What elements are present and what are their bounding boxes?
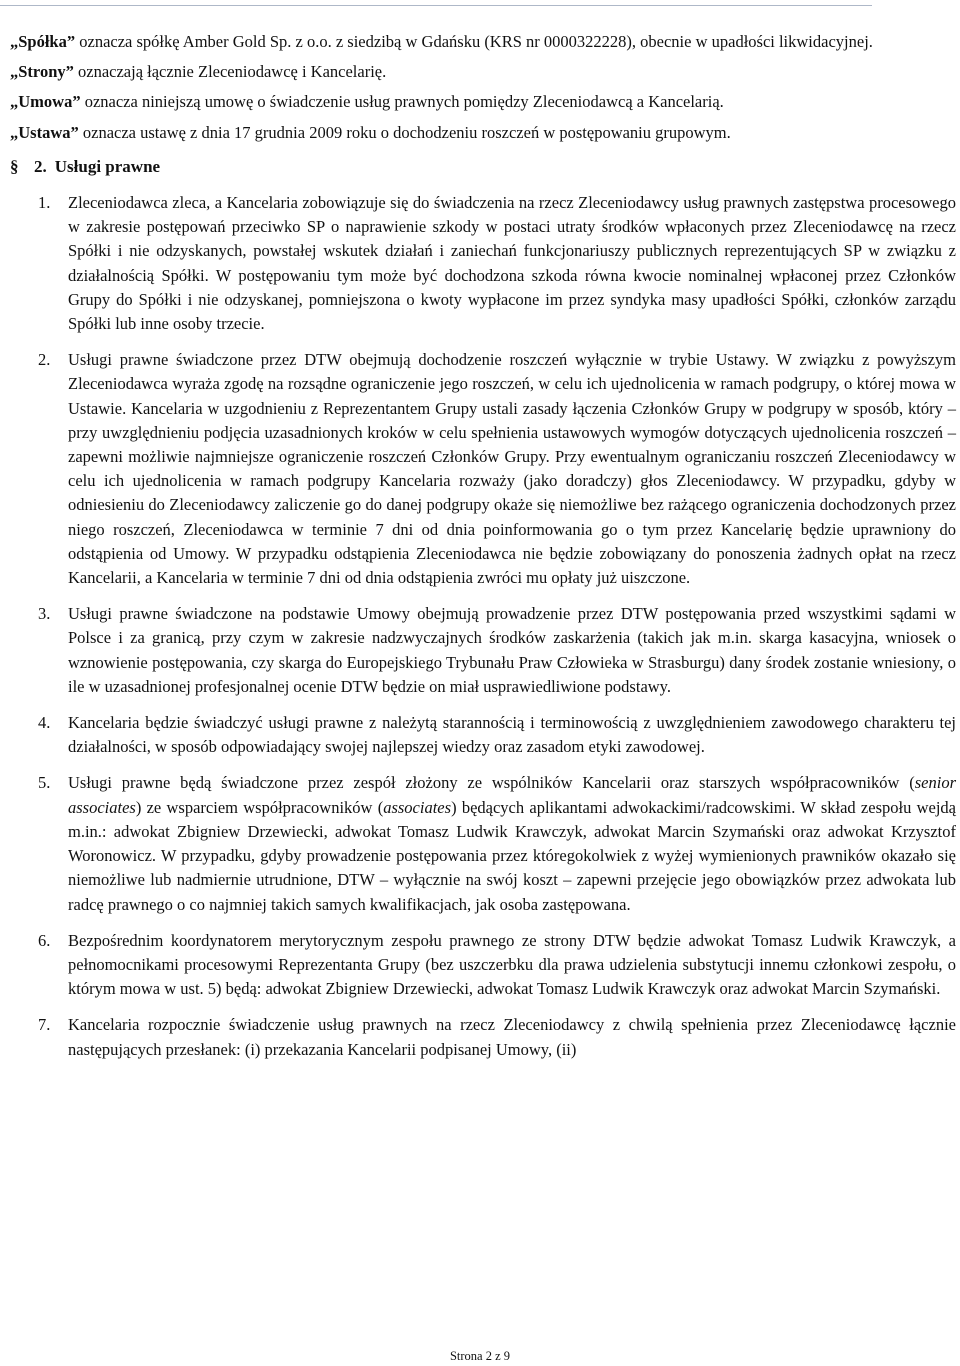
item-text: Usługi prawne świadczone przez DTW obejmują dochodzenie roszczeń wyłącznie w trybie Ustawy. W związku z powyższym Zleceniodawca wyraża zgodę na rozsądne ograniczenie jego roszczeń, w celu ich ujednolicenia w ramach podgrupy, o której mowa w Ustawie. Kancelaria w uzgodnieniu z Reprezentantem Grupy ustali zasady łączenia Członków Grupy w podgrupy w sposób, który – przy uwzględnieniu podjęcia uzasadnionych kroków w celu spełnienia ustawowych wymogów dotyczących ujednolicenia roszczeń – zapewni możliwie najmniejsze ograniczenie roszczeń Członków Grupy. Przy ewentualnym ograniczaniu roszczeń Zleceniodawcy w celu ich ujednolicenia w ramach podgrupy Kancelaria rozważy (jako doradczy) głos Zleceniodawcy. W przypadku, gdyby w odniesieniu do Zleceniodawcy zaliczenie go do danej podgrupy okaże się niemożliwe bez rażącego ograniczenia dochodzonych przez niego roszczeń, Zleceniodawca w terminie 7 dni od dnia poinformowania go o tym przez Kancelarię będzie uprawniony do odstąpienia od Umowy. W przypadku odstąpienia Zleceniodawca nie będzie zobowiązany do ponoszenia żadnych opłat na rzecz Kancelarii, a Kancelaria w terminie 7 dni od dnia odstąpienia zwróci mu opłaty już uiszczone. bbox=[68, 350, 956, 588]
section-number: 2. bbox=[34, 156, 47, 176]
section-title: Usługi prawne bbox=[54, 156, 161, 176]
item-number: 3. bbox=[38, 604, 51, 624]
list-item bbox=[10, 602, 956, 699]
item-number: 1. bbox=[38, 193, 51, 213]
document-page bbox=[10, 30, 956, 1074]
definition-term: „Strony” bbox=[10, 62, 74, 82]
definition-text: oznacza spółkę Amber Gold Sp. z o.o. z siedzibą w Gdańsku (KRS nr 0000322228), obecnie w upadłości likwidacyjnej. bbox=[75, 32, 873, 51]
page-footer: Strona 2 z 9 bbox=[449, 1349, 511, 1363]
item-text: Bezpośrednim koordynatorem merytorycznym zespołu prawnego ze strony DTW będzie adwokat Tomasz Ludwik Krawczyk, a pełnomocnikami procesowymi Reprezentanta Grupy (bez uszczerbku dla prawa udzielenia substytucji innemu członkowi zespołu, o którym mowa w ust. 5) będą: adwokat Zbigniew Drzewiecki, adwokat Tomasz Ludwik Krawczyk oraz adwokat Marcin Szymański. bbox=[68, 930, 956, 999]
definition-text: oznacza niniejszą umowę o świadczenie usług prawnych pomiędzy Zleceniodawcą a Kancelarią. bbox=[80, 92, 724, 112]
item-text: Zleceniodawca zleca, a Kancelaria zobowiązuje się do świadczenia na rzecz Zleceniodawcy usług prawnych zastępstwa procesowego w zakresie postępowań przeciwko SP o naprawienie szkody w postaci utraty środków wpłaconych przez Zleceniodawcę na rzecz Spółki i nie odzyskanych, powstałej wskutek działań i zaniechań funkcjonariuszy publicznych reprezentujących SP w związku z działalnością Spółki. W postępowaniu tym może być dochodzona szkoda równa kwocie nominalnej wpłaconej przez Członków Grupy do Spółki i nie odzyskanej, pomniejszona o kwoty wypłacone im przez syndyka masy upadłości Spółki, członków zarządu Spółki lub inne osoby trzecie. bbox=[68, 193, 956, 334]
section-heading bbox=[10, 155, 956, 179]
item-text: Kancelaria będzie świadczyć usługi prawne z należytą starannością i terminowością z uwzględnieniem zawodowego charakteru tej działalności, w sposób odpowiadający swojej najlepszej wiedzy oraz zasadom etyki zawodowej. bbox=[68, 713, 956, 757]
italic-term: senior associates bbox=[68, 773, 956, 817]
italic-term: associates bbox=[383, 797, 452, 817]
definition-spolka bbox=[10, 30, 956, 54]
section-sign: § bbox=[10, 156, 19, 176]
definition-ustawa bbox=[10, 121, 956, 145]
list-item bbox=[10, 929, 956, 1002]
definition-strony bbox=[10, 60, 956, 84]
list-item bbox=[10, 348, 956, 590]
header-rule bbox=[0, 5, 872, 6]
item-number: 2. bbox=[38, 350, 51, 370]
definition-umowa bbox=[10, 90, 956, 114]
item-text: Usługi prawne będą świadczone przez zespół złożony ze wspólników Kancelarii oraz starszych współpracowników (senior associates) ze wsparciem współpracowników (associates) będących aplikantami adwokackimi/radcowskimi. W skład zespołu wejdą m.in.: adwokat Zbigniew Drzewiecki, adwokat Tomasz Ludwik Krawczyk, adwokat Marcin Szymański oraz adwokat Krzysztof Woronowicz. W przypadku, gdyby prowadzenie postępowania przez któregokolwiek z wyżej wymienionych prawników okazało się niemożliwe lub nadmiernie utrudnione, DTW – wyłącznie na swój koszt – zapewni przejęcie jego obowiązków przez adwokata lub radcę prawnego o co najmniej takich samych kwalifikacjach, jak osoba zastępowana. bbox=[68, 773, 956, 914]
item-number: 5. bbox=[38, 773, 51, 793]
list-item bbox=[10, 1013, 956, 1061]
list-item bbox=[10, 711, 956, 759]
definition-term: „Spółka” bbox=[10, 32, 76, 51]
definition-term: „Ustawa” bbox=[10, 122, 79, 142]
item-number: 7. bbox=[38, 1015, 51, 1035]
item-number: 4. bbox=[38, 713, 51, 733]
definition-term: „Umowa” bbox=[10, 92, 81, 112]
list-item bbox=[10, 771, 956, 916]
list-item bbox=[10, 191, 956, 336]
item-text: Kancelaria rozpocznie świadczenie usług prawnych na rzecz Zleceniodawcy z chwilą spełnienia przez Zleceniodawcę łącznie następujących przesłanek: (i) przekazania Kancelarii podpisanej Umowy, (ii) bbox=[68, 1015, 956, 1059]
item-text: Usługi prawne świadczone na podstawie Umowy obejmują prowadzenie przez DTW postępowania przed wszystkimi sądami w Polsce i za granicą, przy czym w zakresie nadzwyczajnych środków zaskarżenia (takich jak m.in. skarga kasacyjna, wniosek o wznowienie postępowania, czy skarga do Europejskiego Trybunału Praw Człowieka w Strasburgu) dany środek zostanie wniesiony, o ile w uzasadnionej profesjonalnej ocenie DTW będzie on miał usprawiedliwione podstawy. bbox=[68, 604, 956, 696]
definition-text: oznacza ustawę z dnia 17 grudnia 2009 roku o dochodzeniu roszczeń w postępowaniu grupowym. bbox=[78, 122, 731, 142]
item-number: 6. bbox=[38, 930, 51, 950]
definition-text: oznaczają łącznie Zleceniodawcę i Kancelarię. bbox=[73, 62, 387, 82]
